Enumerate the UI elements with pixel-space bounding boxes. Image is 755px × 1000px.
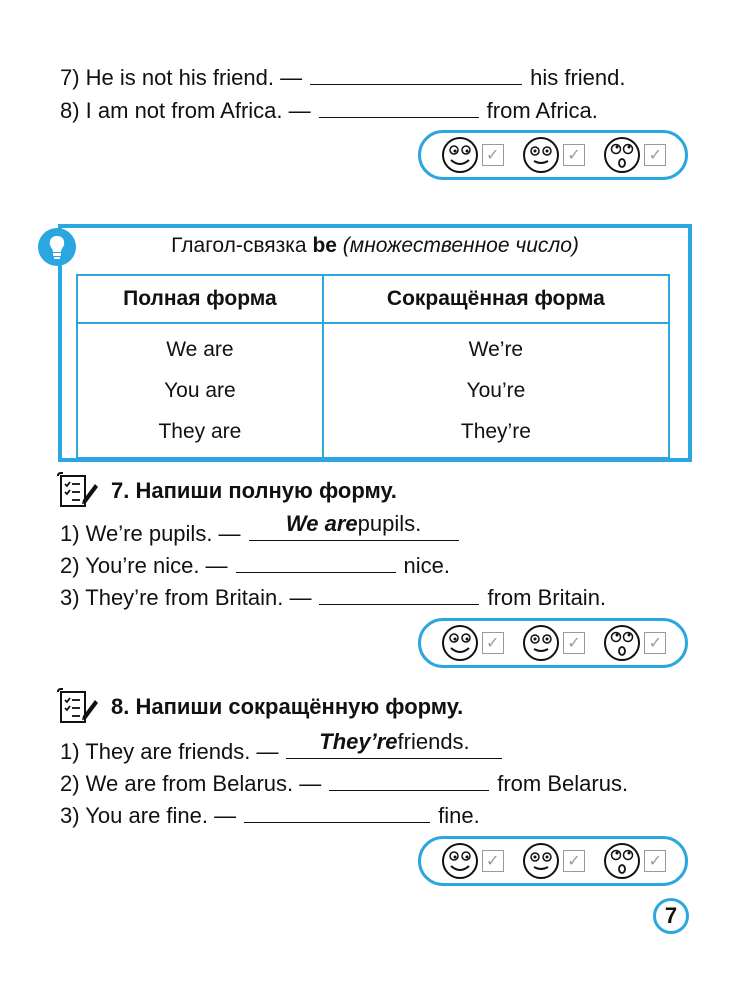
rule-title-verb: be	[312, 234, 337, 257]
line-suffix: fine.	[438, 803, 480, 828]
rating-checkbox[interactable]: ✓	[644, 144, 666, 166]
exercise-line	[60, 62, 626, 92]
line-suffix: from Africa.	[486, 98, 598, 123]
line-suffix: from Belarus.	[497, 771, 629, 796]
smiling-face-icon	[521, 623, 561, 663]
rule-title	[58, 234, 692, 258]
exercise-line	[60, 582, 606, 612]
line-prefix: 3) They’re from Britain. —	[60, 585, 312, 610]
table-cell: We’re	[323, 323, 669, 370]
rating-puzzled[interactable]	[602, 841, 666, 881]
happy-face-icon	[440, 623, 480, 663]
rating-checkbox[interactable]: ✓	[644, 632, 666, 654]
exercise-line	[60, 729, 510, 766]
answer-field[interactable]	[286, 729, 502, 759]
happy-face-icon	[440, 841, 480, 881]
puzzled-face-icon	[602, 841, 642, 881]
line-prefix: 2) You’re nice. —	[60, 553, 228, 578]
rating-checkbox[interactable]: ✓	[482, 632, 504, 654]
rating-checkbox[interactable]: ✓	[482, 850, 504, 872]
filled-answer: They’refriends.	[319, 729, 470, 754]
answer-field[interactable]	[310, 62, 522, 85]
line-suffix: nice.	[403, 553, 451, 578]
exercise-heading	[55, 688, 463, 726]
exercise-line	[60, 800, 480, 830]
exercise-heading	[55, 472, 397, 510]
line-prefix: 1) They are friends. —	[60, 739, 279, 764]
table-cell: You are	[77, 370, 323, 411]
answer-field[interactable]	[236, 550, 396, 573]
table-row	[77, 411, 669, 458]
table-row	[77, 323, 669, 370]
line-prefix: 1) We’re pupils. —	[60, 521, 241, 546]
write-task-icon	[55, 472, 99, 510]
self-assessment	[418, 836, 688, 886]
column-header: Полная форма	[77, 275, 323, 323]
happy-face-icon	[440, 135, 480, 175]
rule-title-note: (множественное число)	[336, 234, 579, 257]
rating-ok[interactable]	[521, 623, 585, 663]
table-row	[77, 370, 669, 411]
line-prefix: 8) I am not from Africa. —	[60, 98, 311, 123]
rating-happy[interactable]	[440, 623, 504, 663]
line-prefix: 2) We are from Belarus. —	[60, 771, 322, 796]
table-cell: We are	[77, 323, 323, 370]
rating-ok[interactable]	[521, 135, 585, 175]
answer-field[interactable]	[249, 511, 459, 541]
rule-title-text: Глагол-связка	[171, 234, 313, 257]
answer-field[interactable]	[319, 582, 479, 605]
self-assessment	[418, 130, 688, 180]
answer-field[interactable]	[329, 768, 489, 791]
column-header: Сокращённая форма	[323, 275, 669, 323]
line-prefix: 7) He is not his friend. —	[60, 65, 303, 90]
self-assessment	[418, 618, 688, 668]
exercise-title: 8. Напиши сокращённую форму.	[111, 694, 464, 719]
page-number: 7	[653, 898, 689, 934]
rating-happy[interactable]	[440, 841, 504, 881]
write-task-icon	[55, 688, 99, 726]
rating-puzzled[interactable]	[602, 135, 666, 175]
rating-checkbox[interactable]: ✓	[563, 632, 585, 654]
rating-ok[interactable]	[521, 841, 585, 881]
filled-answer: We arepupils.	[285, 511, 422, 536]
puzzled-face-icon	[602, 135, 642, 175]
exercise-line	[60, 95, 598, 125]
exercise-title: 7. Напиши полную форму.	[111, 478, 397, 503]
table-cell: They’re	[323, 411, 669, 458]
exercise-line	[60, 768, 628, 798]
exercise-line	[60, 550, 450, 580]
forms-table	[76, 274, 670, 459]
line-prefix: 3) You are fine. —	[60, 803, 237, 828]
exercise-line	[60, 511, 467, 548]
line-suffix: his friend.	[530, 65, 626, 90]
rating-happy[interactable]	[440, 135, 504, 175]
rating-checkbox[interactable]: ✓	[644, 850, 666, 872]
rating-checkbox[interactable]: ✓	[563, 850, 585, 872]
rating-puzzled[interactable]	[602, 623, 666, 663]
smiling-face-icon	[521, 135, 561, 175]
table-cell: You’re	[323, 370, 669, 411]
answer-field[interactable]	[244, 800, 430, 823]
smiling-face-icon	[521, 841, 561, 881]
table-cell: They are	[77, 411, 323, 458]
puzzled-face-icon	[602, 623, 642, 663]
answer-field[interactable]	[319, 95, 479, 118]
line-suffix: from Britain.	[487, 585, 607, 610]
rating-checkbox[interactable]: ✓	[482, 144, 504, 166]
rating-checkbox[interactable]: ✓	[563, 144, 585, 166]
